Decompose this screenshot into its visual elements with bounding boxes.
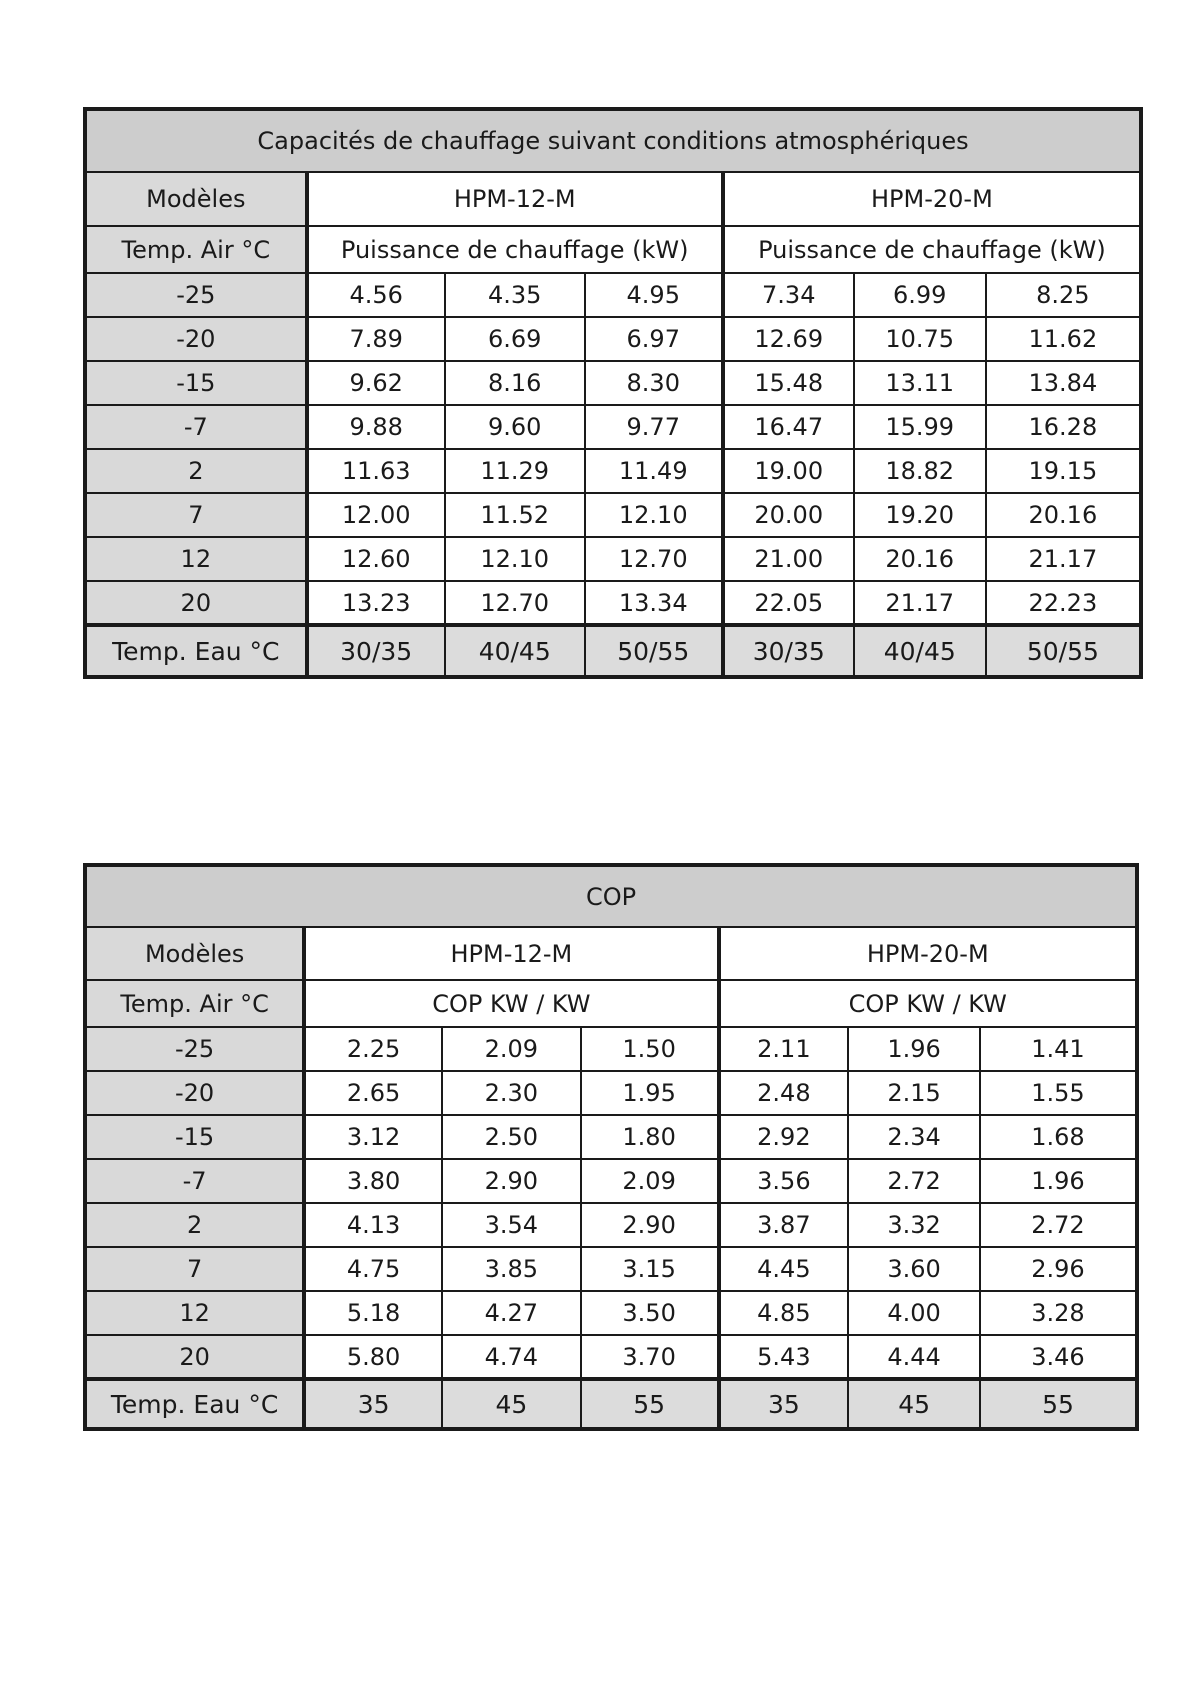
value-cell: 10.75 xyxy=(854,317,986,361)
air-header-row xyxy=(85,980,1137,1027)
value-cell: 3.60 xyxy=(848,1247,980,1291)
water-temp-cell: 30/35 xyxy=(307,625,445,677)
model-header: HPM-12-M xyxy=(304,927,718,980)
air-temp-cell: -20 xyxy=(85,1071,304,1115)
table-row xyxy=(85,317,1141,361)
value-cell: 8.16 xyxy=(445,361,585,405)
air-temp-cell: 12 xyxy=(85,537,307,581)
air-temp-cell: 7 xyxy=(85,493,307,537)
water-temp-cell: 55 xyxy=(980,1379,1137,1429)
value-cell: 5.18 xyxy=(304,1291,442,1335)
value-cell: 1.55 xyxy=(980,1071,1137,1115)
table-row xyxy=(85,1027,1137,1071)
value-cell: 7.89 xyxy=(307,317,445,361)
value-cell: 2.15 xyxy=(848,1071,980,1115)
value-cell: 1.41 xyxy=(980,1027,1137,1071)
subheader: Puissance de chauffage (kW) xyxy=(307,226,723,273)
value-cell: 5.80 xyxy=(304,1335,442,1379)
value-cell: 3.85 xyxy=(442,1247,581,1291)
value-cell: 16.28 xyxy=(986,405,1141,449)
air-temp-cell: 2 xyxy=(85,449,307,493)
value-cell: 19.20 xyxy=(854,493,986,537)
value-cell: 3.32 xyxy=(848,1203,980,1247)
models-label: Modèles xyxy=(85,927,304,980)
value-cell: 2.65 xyxy=(304,1071,442,1115)
value-cell: 8.25 xyxy=(986,273,1141,317)
value-cell: 6.69 xyxy=(445,317,585,361)
value-cell: 19.00 xyxy=(723,449,854,493)
value-cell: 12.00 xyxy=(307,493,445,537)
water-temp-row xyxy=(85,1379,1137,1429)
water-temp-cell: 35 xyxy=(719,1379,849,1429)
value-cell: 4.45 xyxy=(719,1247,849,1291)
air-temp-cell: -7 xyxy=(85,1159,304,1203)
table-row xyxy=(85,1335,1137,1379)
value-cell: 18.82 xyxy=(854,449,986,493)
value-cell: 3.50 xyxy=(581,1291,719,1335)
value-cell: 4.00 xyxy=(848,1291,980,1335)
air-temp-label: Temp. Air °C xyxy=(85,226,307,273)
water-temp-row xyxy=(85,625,1141,677)
value-cell: 11.49 xyxy=(585,449,723,493)
value-cell: 4.56 xyxy=(307,273,445,317)
capacity-body xyxy=(85,109,1141,677)
models-label: Modèles xyxy=(85,172,307,226)
table-row xyxy=(85,1203,1137,1247)
value-cell: 6.97 xyxy=(585,317,723,361)
water-temp-cell: 35 xyxy=(304,1379,442,1429)
value-cell: 22.05 xyxy=(723,581,854,625)
value-cell: 9.77 xyxy=(585,405,723,449)
table-row xyxy=(85,537,1141,581)
value-cell: 4.13 xyxy=(304,1203,442,1247)
value-cell: 4.85 xyxy=(719,1291,849,1335)
value-cell: 21.00 xyxy=(723,537,854,581)
models-row xyxy=(85,927,1137,980)
value-cell: 21.17 xyxy=(854,581,986,625)
value-cell: 5.43 xyxy=(719,1335,849,1379)
value-cell: 12.69 xyxy=(723,317,854,361)
water-temp-cell: 40/45 xyxy=(445,625,585,677)
value-cell: 15.99 xyxy=(854,405,986,449)
table-row xyxy=(85,449,1141,493)
value-cell: 15.48 xyxy=(723,361,854,405)
water-temp-cell: 30/35 xyxy=(723,625,854,677)
value-cell: 12.10 xyxy=(585,493,723,537)
value-cell: 11.29 xyxy=(445,449,585,493)
value-cell: 11.63 xyxy=(307,449,445,493)
value-cell: 22.23 xyxy=(986,581,1141,625)
water-temp-cell: 55 xyxy=(581,1379,719,1429)
cop-table xyxy=(83,863,1139,1431)
value-cell: 7.34 xyxy=(723,273,854,317)
water-temp-cell: 40/45 xyxy=(854,625,986,677)
value-cell: 4.74 xyxy=(442,1335,581,1379)
value-cell: 4.44 xyxy=(848,1335,980,1379)
value-cell: 1.96 xyxy=(848,1027,980,1071)
air-header-row xyxy=(85,226,1141,273)
value-cell: 9.60 xyxy=(445,405,585,449)
air-temp-cell: -15 xyxy=(85,1115,304,1159)
value-cell: 2.30 xyxy=(442,1071,581,1115)
value-cell: 2.09 xyxy=(581,1159,719,1203)
water-temp-cell: 45 xyxy=(442,1379,581,1429)
air-temp-cell: 7 xyxy=(85,1247,304,1291)
value-cell: 11.62 xyxy=(986,317,1141,361)
value-cell: 4.95 xyxy=(585,273,723,317)
value-cell: 3.15 xyxy=(581,1247,719,1291)
value-cell: 16.47 xyxy=(723,405,854,449)
table-row xyxy=(85,1115,1137,1159)
air-temp-cell: -7 xyxy=(85,405,307,449)
value-cell: 2.90 xyxy=(442,1159,581,1203)
value-cell: 3.80 xyxy=(304,1159,442,1203)
table-row xyxy=(85,493,1141,537)
value-cell: 1.50 xyxy=(581,1027,719,1071)
model-header: HPM-20-M xyxy=(719,927,1137,980)
value-cell: 1.96 xyxy=(980,1159,1137,1203)
table-row xyxy=(85,1071,1137,1115)
value-cell: 4.75 xyxy=(304,1247,442,1291)
value-cell: 2.90 xyxy=(581,1203,719,1247)
table-title: Capacités de chauffage suivant conditions atmosphériques xyxy=(85,109,1141,172)
value-cell: 1.68 xyxy=(980,1115,1137,1159)
air-temp-cell: -25 xyxy=(85,1027,304,1071)
subheader: COP KW / KW xyxy=(304,980,718,1027)
value-cell: 13.84 xyxy=(986,361,1141,405)
table-row xyxy=(85,581,1141,625)
water-temp-label: Temp. Eau °C xyxy=(85,625,307,677)
value-cell: 3.46 xyxy=(980,1335,1137,1379)
value-cell: 4.27 xyxy=(442,1291,581,1335)
air-temp-cell: -15 xyxy=(85,361,307,405)
cop-title-row xyxy=(85,865,1137,927)
value-cell: 13.11 xyxy=(854,361,986,405)
air-temp-cell: 12 xyxy=(85,1291,304,1335)
value-cell: 2.72 xyxy=(980,1203,1137,1247)
air-temp-cell: 20 xyxy=(85,581,307,625)
value-cell: 2.09 xyxy=(442,1027,581,1071)
heating-capacity-table xyxy=(83,107,1143,679)
value-cell: 12.10 xyxy=(445,537,585,581)
water-temp-cell: 45 xyxy=(848,1379,980,1429)
value-cell: 13.34 xyxy=(585,581,723,625)
table-row xyxy=(85,1247,1137,1291)
air-temp-cell: 2 xyxy=(85,1203,304,1247)
air-temp-cell: -25 xyxy=(85,273,307,317)
value-cell: 21.17 xyxy=(986,537,1141,581)
value-cell: 3.28 xyxy=(980,1291,1137,1335)
value-cell: 2.34 xyxy=(848,1115,980,1159)
model-header: HPM-12-M xyxy=(307,172,723,226)
value-cell: 20.00 xyxy=(723,493,854,537)
value-cell: 12.60 xyxy=(307,537,445,581)
value-cell: 1.80 xyxy=(581,1115,719,1159)
air-temp-label: Temp. Air °C xyxy=(85,980,304,1027)
cop-body xyxy=(85,865,1137,1429)
value-cell: 3.56 xyxy=(719,1159,849,1203)
value-cell: 2.50 xyxy=(442,1115,581,1159)
value-cell: 13.23 xyxy=(307,581,445,625)
value-cell: 19.15 xyxy=(986,449,1141,493)
value-cell: 3.12 xyxy=(304,1115,442,1159)
water-temp-label: Temp. Eau °C xyxy=(85,1379,304,1429)
table-row xyxy=(85,405,1141,449)
value-cell: 9.88 xyxy=(307,405,445,449)
water-temp-cell: 50/55 xyxy=(585,625,723,677)
value-cell: 8.30 xyxy=(585,361,723,405)
value-cell: 4.35 xyxy=(445,273,585,317)
value-cell: 2.48 xyxy=(719,1071,849,1115)
table-row xyxy=(85,1291,1137,1335)
capacity-title-row xyxy=(85,109,1141,172)
subheader: Puissance de chauffage (kW) xyxy=(723,226,1141,273)
value-cell: 20.16 xyxy=(986,493,1141,537)
value-cell: 3.87 xyxy=(719,1203,849,1247)
value-cell: 2.11 xyxy=(719,1027,849,1071)
value-cell: 9.62 xyxy=(307,361,445,405)
value-cell: 20.16 xyxy=(854,537,986,581)
table-row xyxy=(85,1159,1137,1203)
value-cell: 12.70 xyxy=(445,581,585,625)
table-row xyxy=(85,273,1141,317)
air-temp-cell: 20 xyxy=(85,1335,304,1379)
value-cell: 3.54 xyxy=(442,1203,581,1247)
water-temp-cell: 50/55 xyxy=(986,625,1141,677)
value-cell: 2.96 xyxy=(980,1247,1137,1291)
value-cell: 3.70 xyxy=(581,1335,719,1379)
value-cell: 6.99 xyxy=(854,273,986,317)
subheader: COP KW / KW xyxy=(719,980,1137,1027)
model-header: HPM-20-M xyxy=(723,172,1141,226)
value-cell: 11.52 xyxy=(445,493,585,537)
value-cell: 2.92 xyxy=(719,1115,849,1159)
value-cell: 2.25 xyxy=(304,1027,442,1071)
models-row xyxy=(85,172,1141,226)
value-cell: 12.70 xyxy=(585,537,723,581)
table-title: COP xyxy=(85,865,1137,927)
table-row xyxy=(85,361,1141,405)
value-cell: 1.95 xyxy=(581,1071,719,1115)
air-temp-cell: -20 xyxy=(85,317,307,361)
value-cell: 2.72 xyxy=(848,1159,980,1203)
